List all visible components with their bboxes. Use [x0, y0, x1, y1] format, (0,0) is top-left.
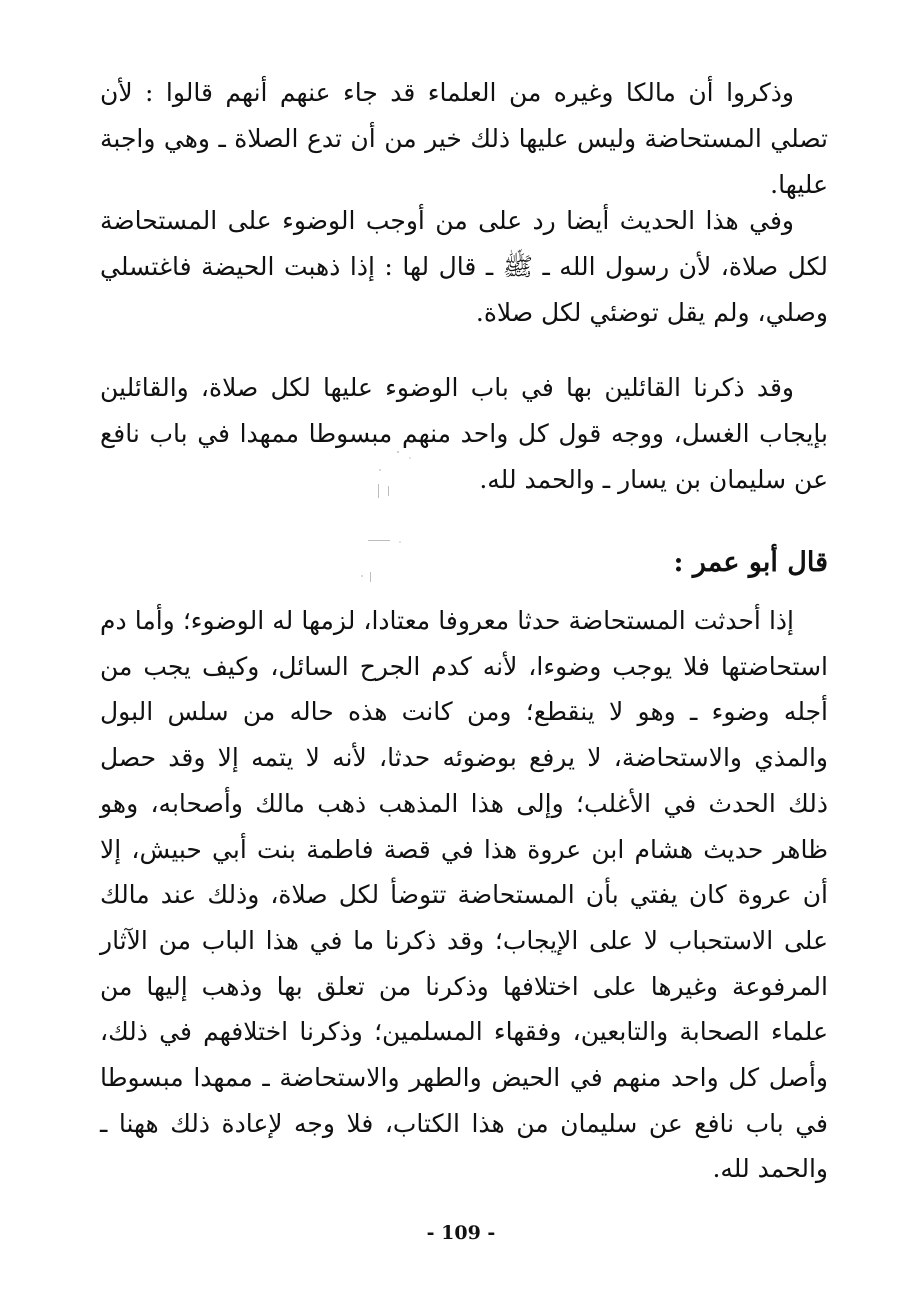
paragraph-3 — [100, 365, 828, 503]
paragraph-3-text: وقد ذكرنا القائلين بها في باب الوضوء عليها لكل صلاة، والقائلين بإيجاب الغسل، ووجه قول كل واحد منهم مبسوطا ممهدا في باب نافع عن سليمان بن يسار ـ والحمد لله. — [100, 373, 828, 494]
paragraph-2 — [100, 198, 828, 336]
page-number: - 109 - — [426, 1222, 496, 1244]
main-paragraph — [100, 598, 828, 1192]
main-paragraph-text: إذا أحدثت المستحاضة حدثا معروفا معتادا، لزمها له الوضوء؛ وأما دم استحاضتها فلا يوجب وضوءا، لأنه كدم الجرح السائل، وكيف يجب من أجله وضوء ـ وهو لا ينقطع؛ ومن كانت هذه حاله من سلس البول والمذي والاستحاضة، لا يرفع بوضوئه حدثا، لأنه لا يتمه إلا وقد حصل ذلك الحدث في الأغلب؛ وإلى هذا المذهب ذهب مالك وأصحابه، وهو ظاهر حديث هشام ابن عروة هذا في قصة فاطمة بنت أبي حبيش، إلا أن عروة كان يفتي بأن المستحاضة تتوضأ لكل صلاة، وذلك عند مالك على الاستحباب لا على الإيجاب؛ وقد ذكرنا ما في هذا الباب من الآثار المرفوعة وغيرها على اختلافها وذكرنا من تعلق بها وذهب إليها من علماء الصحابة والتابعين، وفقهاء المسلمين؛ وذكرنا اختلافهم في ذلك، وأصل كل واحد منهم في الحيض والطهر والاستحاضة ـ ممهدا مبسوطا في باب نافع عن سليمان من هذا الكتاب، فلا وجه لإعادة ذلك ههنا ـ والحمد لله. — [100, 606, 829, 1184]
paragraph-2-text: وفي هذا الحديث أيضا رد على من أوجب الوضوء على المستحاضة لكل صلاة، لأن رسول الله ـ ﷺ ـ قال لها : إذا ذهبت الحيضة فاغتسلي وصلي، ولم يقل توضئي لكل صلاة. — [100, 206, 828, 327]
paragraph-1-text: وذكروا أن مالكا وغيره من العلماء قد جاء عنهم أنهم قالوا : لأن تصلي المستحاضة وليس عليها ذلك خير من أن تدع الصلاة ـ وهي واجبة عليها. — [100, 78, 828, 199]
section-heading: قال أبو عمر : — [673, 547, 828, 578]
paragraph-1 — [100, 70, 828, 208]
